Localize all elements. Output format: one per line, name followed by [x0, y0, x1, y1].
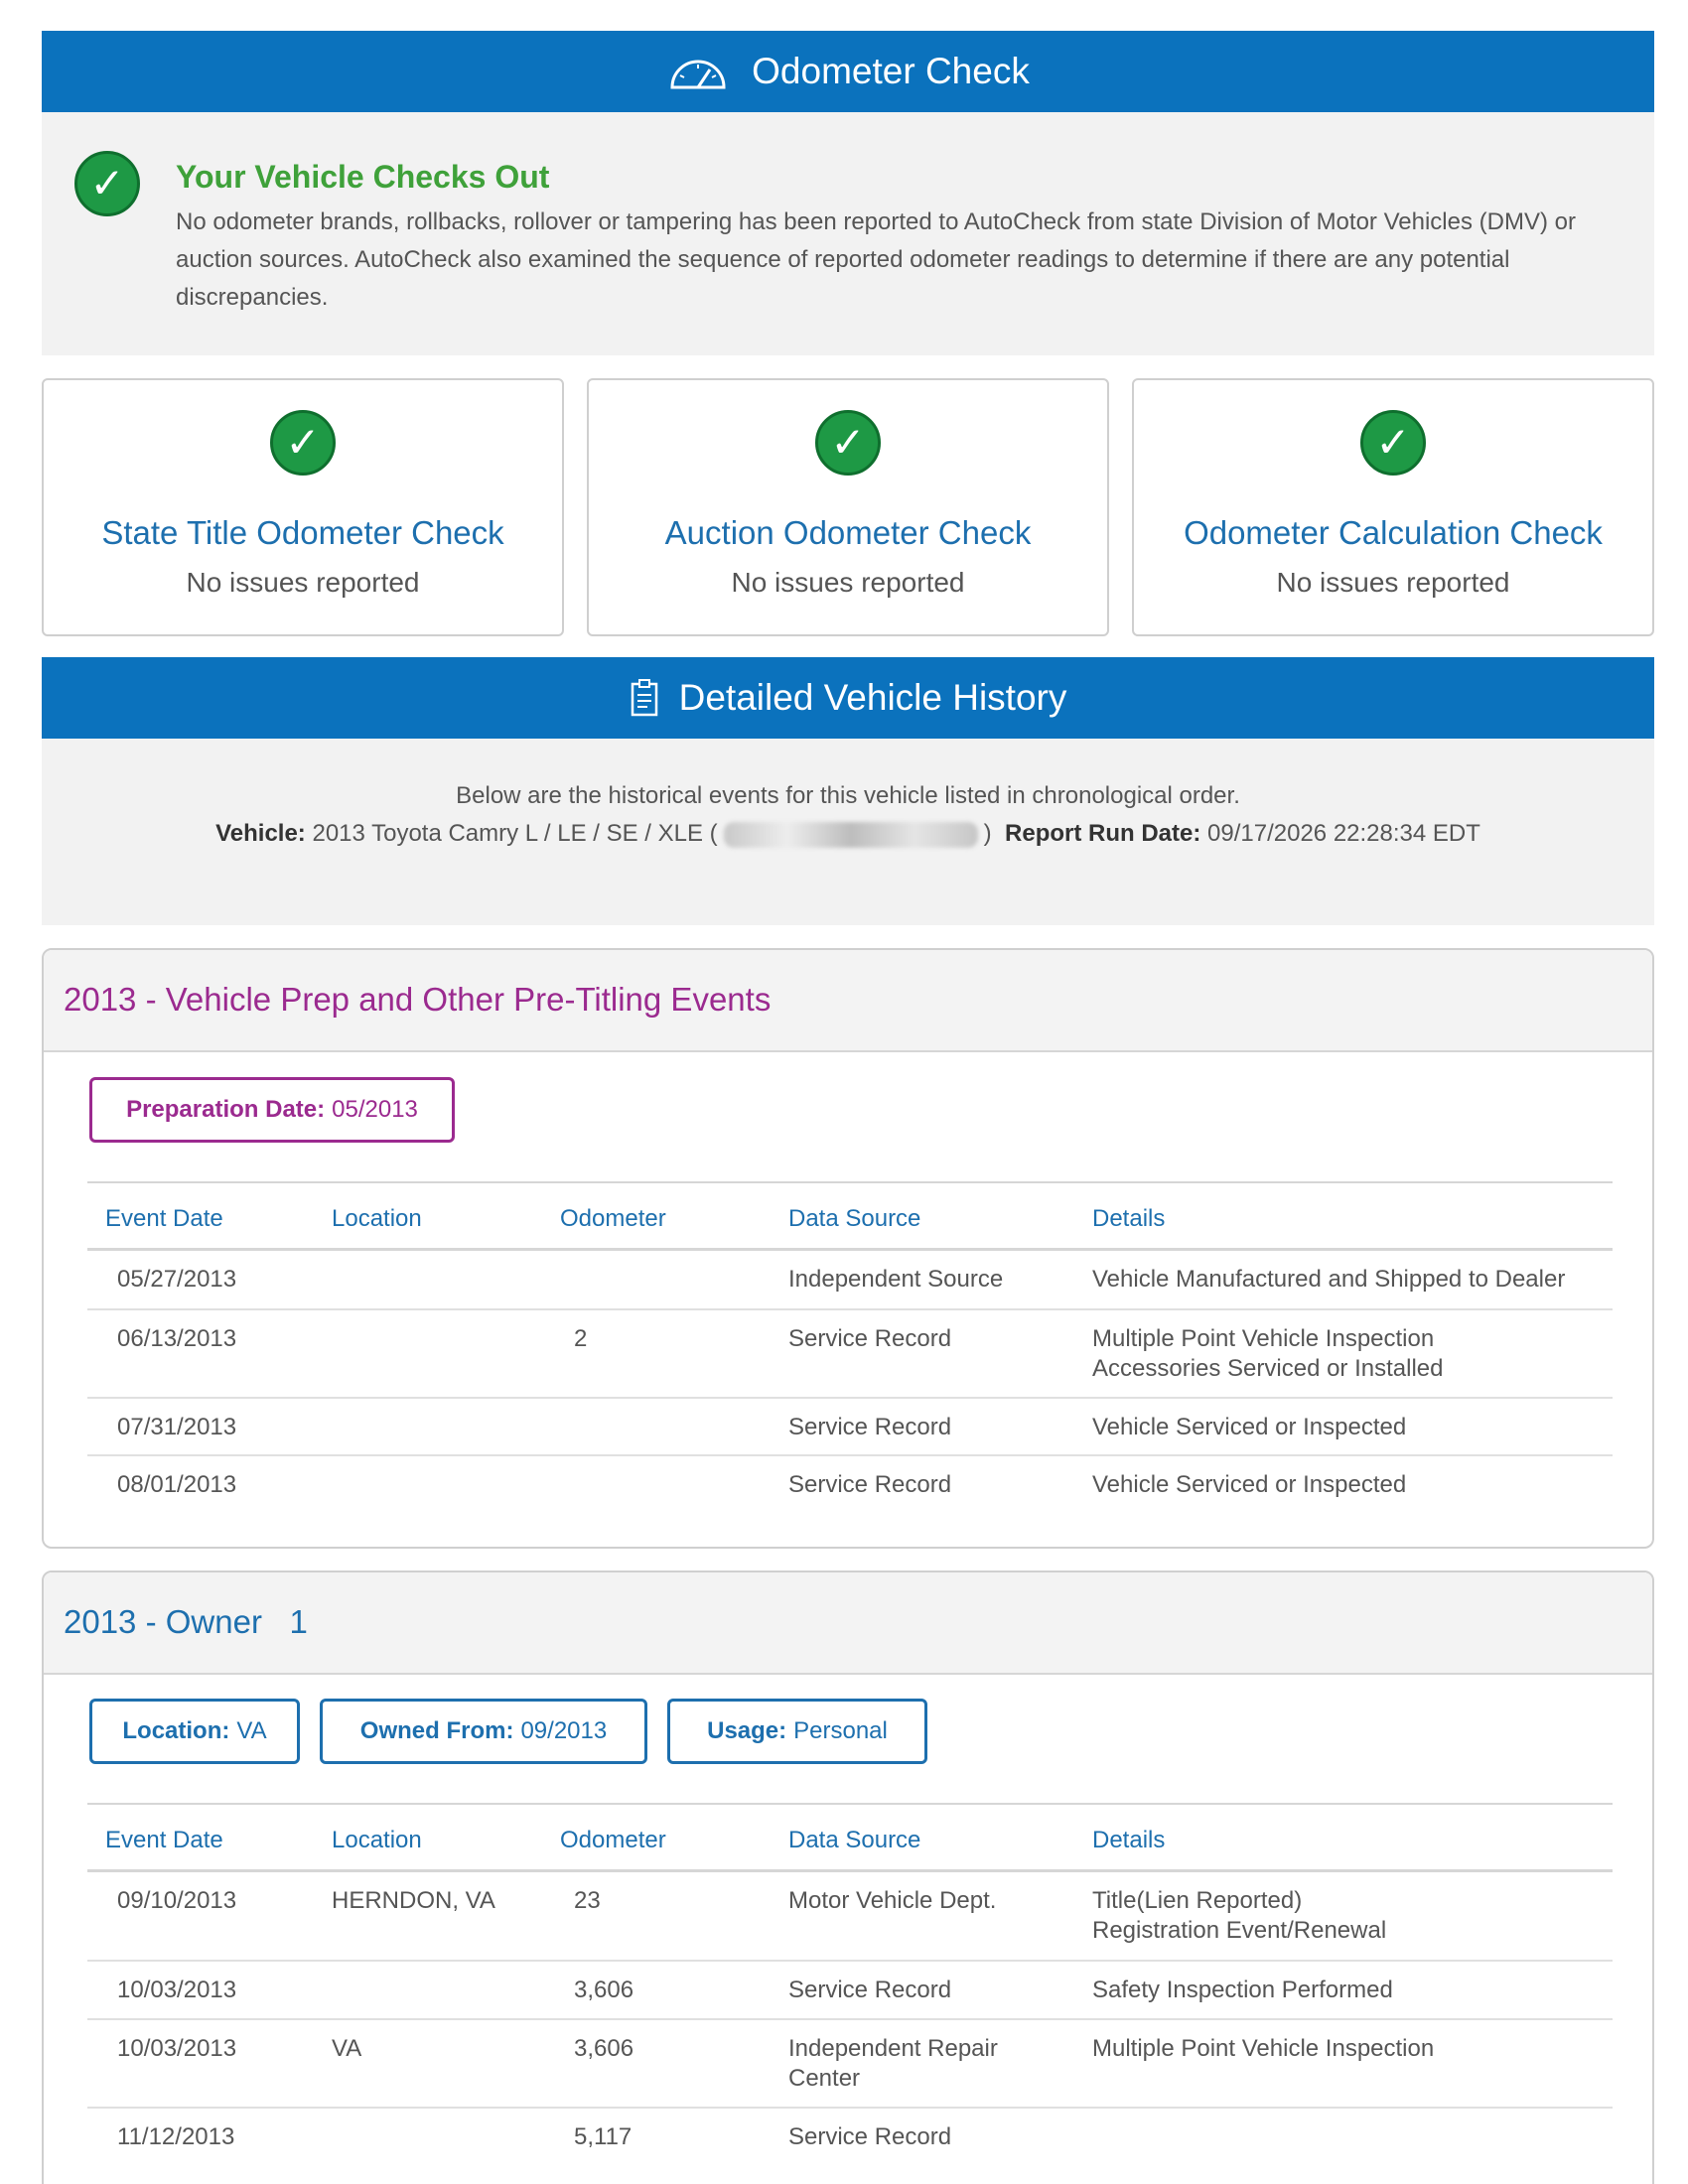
- section-title: 2013 - Vehicle Prep and Other Pre-Titling Events: [64, 981, 772, 1018]
- cell-date: 10/03/2013: [117, 2035, 237, 2062]
- cell-source: Service Record: [788, 1471, 952, 1498]
- cell-details: Vehicle Manufactured and Shipped to Dealer: [1092, 1266, 1566, 1293]
- detailed-history-banner: [42, 657, 1654, 739]
- table-header: [87, 1181, 1613, 1251]
- header-odometer: Odometer: [560, 1827, 666, 1853]
- events-table: [87, 1181, 1613, 1539]
- header-location: Location: [332, 1205, 422, 1232]
- card-title: Auction Odometer Check: [664, 514, 1032, 551]
- header-data-source: Data Source: [788, 1205, 921, 1232]
- vehicle-line: [42, 820, 1654, 848]
- owned-from-chip: [320, 1699, 647, 1764]
- chip-label: Preparation Date:: [126, 1096, 326, 1123]
- cell-source: Service Record: [788, 1977, 952, 2003]
- card-status: No issues reported: [1276, 567, 1510, 598]
- cell-date: 06/13/2013: [117, 1325, 237, 1352]
- card-title: Odometer Calculation Check: [1184, 514, 1603, 551]
- checks-out-text: No odometer brands, rollbacks, rollover or tampering has been reported to AutoCheck from state Division of Motor Vehicles (DMV) or auction sources. AutoCheck also examined the sequence of reported odometer readings to determine if there are any potential discrepancies.: [176, 208, 1576, 311]
- header-event-date: Event Date: [105, 1205, 223, 1232]
- cell-date: 08/01/2013: [117, 1471, 237, 1498]
- chip-value: 05/2013: [332, 1096, 418, 1123]
- card-status: No issues reported: [731, 567, 965, 598]
- cell-source: Service Record: [788, 1414, 952, 1440]
- cell-odometer: 2: [574, 1325, 588, 1352]
- table-row: [87, 1310, 1613, 1399]
- card-status: No issues reported: [186, 567, 420, 598]
- section-header: [44, 1572, 1652, 1675]
- cell-odometer: 3,606: [574, 1977, 634, 2003]
- header-details: Details: [1092, 1827, 1166, 1853]
- checkmark-icon: ✓: [270, 410, 336, 476]
- cell-odometer: 5,117: [574, 2123, 633, 2150]
- odometer-check-banner: [42, 31, 1654, 112]
- speedometer-icon: [666, 50, 730, 93]
- state-title-odometer-card: [42, 378, 564, 636]
- table-row: [87, 1399, 1613, 1456]
- chip-label: Usage:: [707, 1717, 787, 1744]
- card-title: State Title Odometer Check: [101, 514, 504, 551]
- cell-date: 07/31/2013: [117, 1414, 237, 1440]
- table-row: [87, 1251, 1613, 1310]
- odometer-calculation-card: [1132, 378, 1654, 636]
- chip-value: VA: [236, 1717, 267, 1744]
- cell-details: Vehicle Serviced or Inspected: [1092, 1471, 1407, 1498]
- section-title: 2013 - Owner 1: [64, 1603, 308, 1640]
- table-row: [87, 2109, 1613, 2168]
- cell-details: Vehicle Serviced or Inspected: [1092, 1414, 1407, 1440]
- chip-label: Owned From:: [359, 1717, 514, 1744]
- detailed-history-title: Detailed Vehicle History: [678, 677, 1067, 718]
- header-data-source: Data Source: [788, 1827, 921, 1853]
- checkmark-icon: ✓: [815, 410, 881, 476]
- redacted-vin: [724, 822, 978, 848]
- pre-titling-section: [42, 948, 1654, 1549]
- chip-value: 09/2013: [520, 1717, 608, 1744]
- location-chip: [89, 1699, 300, 1764]
- cell-source: Independent Source: [788, 1266, 1004, 1293]
- cell-details: Multiple Point Vehicle Inspection: [1092, 2035, 1435, 2062]
- cell-details: Multiple Point Vehicle Inspection Accessories Serviced or Installed: [1092, 1325, 1444, 1382]
- checks-out-title: Your Vehicle Checks Out: [176, 159, 550, 195]
- cell-date: 10/03/2013: [117, 1977, 237, 2003]
- header-odometer: Odometer: [560, 1205, 666, 1232]
- table-row: [87, 1872, 1613, 1962]
- cell-source: Service Record: [788, 1325, 952, 1352]
- cell-location: HERNDON, VA: [332, 1887, 495, 1914]
- table-row: [87, 1962, 1613, 2020]
- history-description: Below are the historical events for this vehicle listed in chronological order.: [456, 782, 1240, 809]
- cell-location: VA: [332, 2035, 362, 2062]
- cell-odometer: 3,606: [574, 2035, 634, 2062]
- owner-1-section: [42, 1570, 1654, 2184]
- header-event-date: Event Date: [105, 1827, 223, 1853]
- vehicle-close: ): [983, 820, 992, 847]
- cell-date: 05/27/2013: [117, 1266, 237, 1293]
- table-row: [87, 1456, 1613, 1516]
- vehicle-value: 2013 Toyota Camry L / LE / SE / XLE (: [312, 820, 718, 847]
- usage-chip: [667, 1699, 927, 1764]
- odometer-check-title: Odometer Check: [752, 51, 1030, 91]
- cell-date: 09/10/2013: [117, 1887, 237, 1914]
- clipboard-icon: [630, 678, 659, 718]
- chip-value: Personal: [793, 1717, 888, 1744]
- report-run-date-label: Report Run Date:: [1005, 820, 1201, 847]
- vehicle-label: Vehicle:: [215, 820, 306, 847]
- cell-details: Title(Lien Reported) Registration Event/Renewal: [1092, 1887, 1387, 1944]
- table-header: [87, 1803, 1613, 1872]
- events-table: [87, 1803, 1613, 2184]
- cell-odometer: 23: [574, 1887, 601, 1914]
- checkmark-icon: ✓: [74, 151, 140, 216]
- cell-source: Independent Repair Center: [788, 2035, 998, 2092]
- checkmark-icon: ✓: [1360, 410, 1426, 476]
- report-run-date-value: 09/17/2026 22:28:34 EDT: [1207, 820, 1480, 847]
- header-location: Location: [332, 1827, 422, 1853]
- cell-date: 11/12/2013: [117, 2123, 235, 2150]
- cell-source: Motor Vehicle Dept.: [788, 1887, 997, 1914]
- auction-odometer-card: [587, 378, 1109, 636]
- header-details: Details: [1092, 1205, 1166, 1232]
- cell-details: Safety Inspection Performed: [1092, 1977, 1393, 2003]
- cell-source: Service Record: [788, 2123, 952, 2150]
- preparation-date-chip: [89, 1077, 455, 1143]
- chip-label: Location:: [122, 1717, 230, 1744]
- table-row: [87, 2020, 1613, 2109]
- section-header: [44, 950, 1652, 1052]
